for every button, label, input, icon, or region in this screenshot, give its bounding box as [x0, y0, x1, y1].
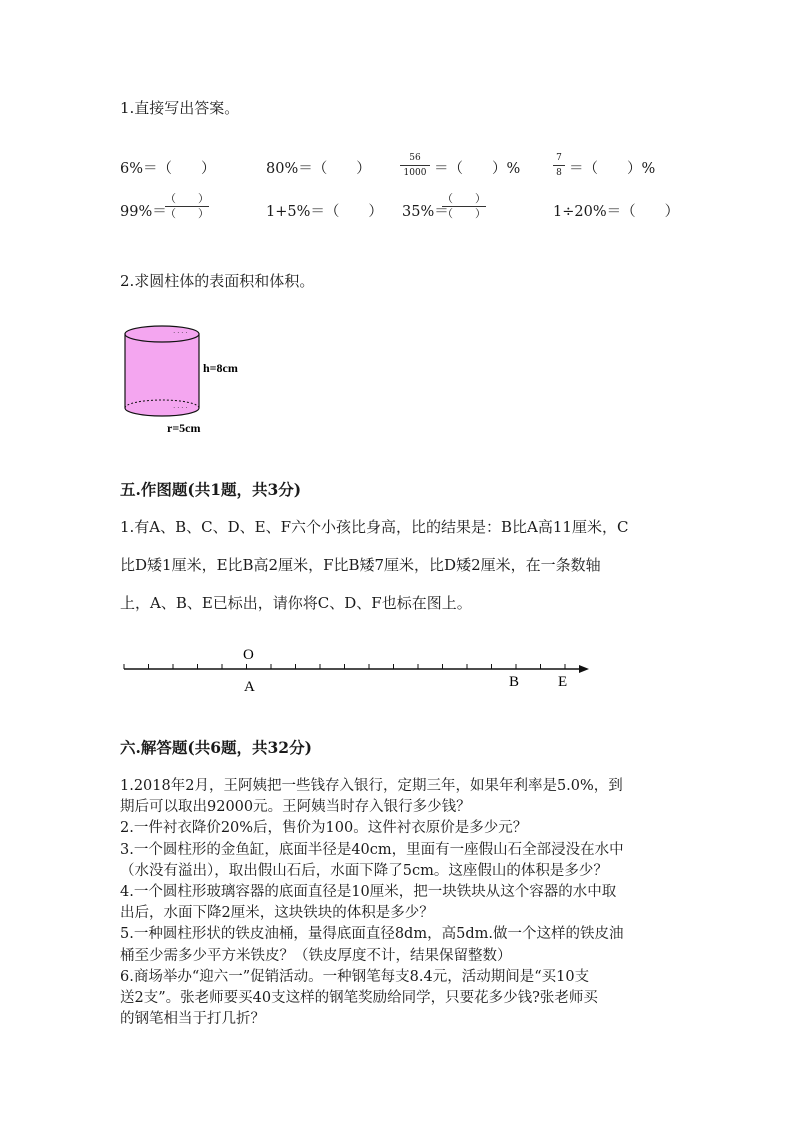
point-b-label: B — [509, 674, 520, 690]
denominator: 1000 — [403, 168, 427, 178]
section6-heading: 六.解答题(共6题，共32分) — [120, 738, 312, 757]
denominator-blank: （ ） — [165, 207, 209, 220]
q2-title: 2.求圆柱体的表面积和体积。 — [120, 272, 315, 290]
text-line: 6.商场举办“迎六一”促销活动。一种钢笔每支8.4元，活动期间是“买10支 — [120, 968, 590, 985]
origin-label: O — [243, 647, 254, 663]
text-line: 期后可以取出92000元。王阿姨当时存入银行多少钱？ — [120, 799, 471, 816]
arrow-icon — [579, 665, 589, 673]
q1-item-7-lhs: 35%＝ — [402, 204, 449, 220]
text-line: 出后，水面下降2厘米，这块铁块的体积是多少？ — [120, 905, 434, 922]
fraction-7-8 — [553, 152, 565, 179]
radius-dots-top: · · · · — [173, 329, 188, 337]
q1-title: 1.直接写出答案。 — [120, 99, 240, 117]
number-line — [115, 640, 605, 696]
cylinder-body — [125, 334, 199, 416]
radius-dots-bottom: · · · · — [173, 404, 188, 412]
fraction-56-1000 — [400, 152, 430, 179]
fraction-blank — [165, 193, 209, 220]
section5-line-2: 比D矮1厘米，E比B高2厘米，F比B矮7厘米，比D矮2厘米，在一条数轴 — [120, 556, 601, 574]
numerator: 56 — [409, 153, 421, 163]
q1-item-8: 1÷20%＝（ ） — [553, 204, 680, 220]
text-line: 4.一个圆柱形玻璃容器的底面直径是10厘米，把一块铁块从这个容器的水中取 — [120, 884, 617, 901]
text-line: 5.一种圆柱形状的铁皮油桶，量得底面直径8dm，高5dm.做一个这样的铁皮油 — [120, 926, 624, 943]
fraction-blank — [442, 193, 486, 220]
numerator-blank: （ ） — [442, 192, 486, 205]
cylinder-top — [125, 326, 199, 342]
point-e-label: E — [558, 674, 568, 690]
q1-item-2: 80%＝（ ） — [266, 161, 371, 177]
q1-item-6: 1+5%＝（ ） — [266, 204, 383, 220]
section5-line-3: 上，A、B、E已标出，请你将C、D、F也标在图上。 — [120, 594, 472, 612]
text-line: 3.一个圆柱形的金鱼缸，底面半径是40cm，里面有一座假山石全部浸没在水中 — [120, 841, 624, 858]
radius-label: r=5cm — [167, 421, 201, 435]
numerator-blank: （ ） — [165, 192, 209, 205]
q1-item-4-rest: ＝（ ）% — [569, 161, 656, 177]
section6-body — [120, 776, 624, 1030]
text-line: 1.2018年2月，王阿姨把一些钱存入银行，定期三年，如果年利率是5.0%，到 — [120, 778, 623, 794]
numerator: 7 — [556, 153, 562, 163]
denominator: 8 — [556, 168, 562, 178]
text-line: （水没有溢出），取出假山石后，水面下降了5cm。这座假山的体积是多少？ — [120, 862, 608, 879]
height-label: h=8cm — [203, 361, 238, 375]
cylinder-figure — [115, 318, 255, 438]
q1-item-5-lhs: 99%＝ — [120, 204, 167, 220]
text-line: 的钢笔相当于打几折？ — [120, 1011, 265, 1028]
text-line: 送2支”。张老师要买40支这样的钢笔奖励给同学，只要花多少钱?张老师买 — [120, 990, 598, 1007]
denominator-blank: （ ） — [442, 207, 486, 220]
text-line: 2.一件衬衣降价20%后，售价为100。这件衬衣原价是多少元？ — [120, 820, 528, 837]
q1-item-1: 6%＝（ ） — [120, 161, 216, 177]
q1-item-3-rest: ＝（ ）% — [434, 161, 521, 177]
text-line: 桶至少需多少平方米铁皮？（铁皮厚度不计，结果保留整数） — [120, 947, 512, 964]
section5-line-1: 1.有A、B、C、D、E、F六个小孩比身高，比的结果是：B比A高11厘米，C — [120, 518, 629, 536]
section5-heading: 五.作图题(共1题，共3分) — [120, 480, 302, 499]
point-a-label: A — [244, 679, 255, 695]
